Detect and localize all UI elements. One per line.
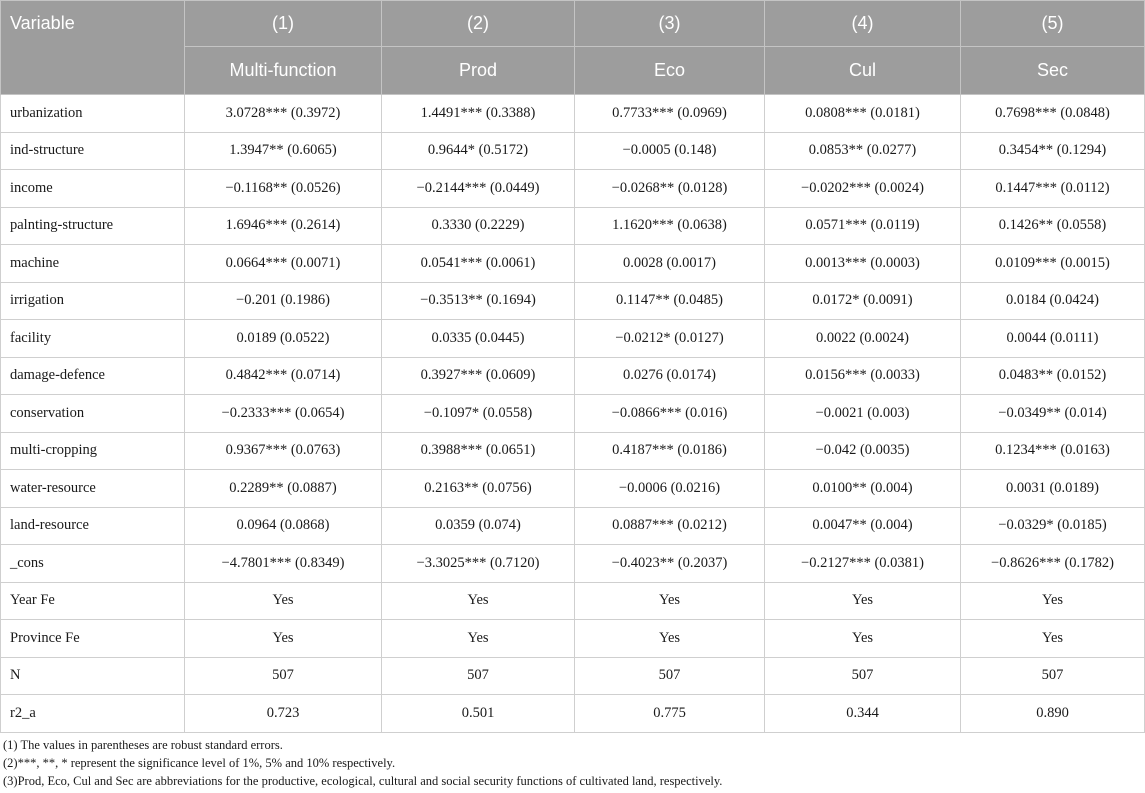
table-cell: 0.4187*** (0.0186) (575, 432, 765, 470)
table-cell: 0.0964 (0.0868) (185, 507, 382, 545)
header-depvar-1: Multi-function (185, 47, 382, 95)
table-cell: 0.2163** (0.0756) (382, 470, 575, 508)
table-cell: −0.2144*** (0.0449) (382, 170, 575, 208)
table-cell: −0.1168** (0.0526) (185, 170, 382, 208)
table-cell: 0.0335 (0.0445) (382, 320, 575, 358)
row-label: multi-cropping (1, 432, 185, 470)
table-cell: 507 (382, 657, 575, 695)
table-cell: −0.0866*** (0.016) (575, 395, 765, 433)
table-cell: −0.0329* (0.0185) (961, 507, 1145, 545)
table-cell: −0.8626*** (0.1782) (961, 545, 1145, 583)
table-cell: −4.7801*** (0.8349) (185, 545, 382, 583)
header-row-model-numbers (1, 1, 1145, 47)
table-cell: 0.9644* (0.5172) (382, 132, 575, 170)
table-header (1, 1, 1145, 95)
table-cell: 0.0276 (0.0174) (575, 357, 765, 395)
table-row (1, 695, 1145, 733)
table-cell: 0.0156*** (0.0033) (765, 357, 961, 395)
table-row (1, 95, 1145, 133)
table-cell: −0.3513** (0.1694) (382, 282, 575, 320)
table-row (1, 432, 1145, 470)
table-cell: Yes (185, 620, 382, 658)
table-row (1, 545, 1145, 583)
table-cell: −0.2333*** (0.0654) (185, 395, 382, 433)
table-cell: 0.3330 (0.2229) (382, 207, 575, 245)
table-cell: 0.0028 (0.0017) (575, 245, 765, 283)
header-depvar-3: Eco (575, 47, 765, 95)
header-model-1: (1) (185, 1, 382, 47)
table-cell: 0.723 (185, 695, 382, 733)
table-row (1, 582, 1145, 620)
header-model-4: (4) (765, 1, 961, 47)
row-label: irrigation (1, 282, 185, 320)
table-cell: 1.3947** (0.6065) (185, 132, 382, 170)
note-2: (2)***, **, * represent the significance level of 1%, 5% and 10% respectively. (3, 756, 396, 770)
table-cell: 0.0664*** (0.0071) (185, 245, 382, 283)
table-cell: 0.1147** (0.0485) (575, 282, 765, 320)
table-cell: 3.0728*** (0.3972) (185, 95, 382, 133)
table-cell: −0.0212* (0.0127) (575, 320, 765, 358)
table-body (1, 95, 1145, 733)
note-1: (1) The values in parentheses are robust standard errors. (3, 738, 283, 752)
header-model-3: (3) (575, 1, 765, 47)
table-cell: 0.0853** (0.0277) (765, 132, 961, 170)
table-cell: Yes (575, 620, 765, 658)
table-cell: −0.0349** (0.014) (961, 395, 1145, 433)
table-cell: Yes (961, 620, 1145, 658)
table-cell: 507 (575, 657, 765, 695)
table-cell: 0.0887*** (0.0212) (575, 507, 765, 545)
table-cell: 0.1234*** (0.0163) (961, 432, 1145, 470)
table-cell: 0.1426** (0.0558) (961, 207, 1145, 245)
table-cell: Yes (382, 620, 575, 658)
row-label: facility (1, 320, 185, 358)
row-label: Province Fe (1, 620, 185, 658)
header-variable: Variable (1, 1, 185, 95)
row-label: damage-defence (1, 357, 185, 395)
table-cell: 0.0359 (0.074) (382, 507, 575, 545)
table-cell: 0.1447*** (0.0112) (961, 170, 1145, 208)
table-row (1, 170, 1145, 208)
table-cell: −3.3025*** (0.7120) (382, 545, 575, 583)
table-cell: 1.1620*** (0.0638) (575, 207, 765, 245)
header-depvar-4: Cul (765, 47, 961, 95)
table-cell: −0.0005 (0.148) (575, 132, 765, 170)
row-label: water-resource (1, 470, 185, 508)
table-cell: 0.0808*** (0.0181) (765, 95, 961, 133)
table-cell: 0.0541*** (0.0061) (382, 245, 575, 283)
table-cell: 507 (961, 657, 1145, 695)
table-cell: 0.0172* (0.0091) (765, 282, 961, 320)
table-notes (3, 736, 722, 790)
table-cell: 0.4842*** (0.0714) (185, 357, 382, 395)
table-row (1, 132, 1145, 170)
table-cell: 507 (185, 657, 382, 695)
table-cell: 0.344 (765, 695, 961, 733)
table-cell: −0.4023** (0.2037) (575, 545, 765, 583)
table-cell: 0.0571*** (0.0119) (765, 207, 961, 245)
row-label: N (1, 657, 185, 695)
table-cell: −0.0268** (0.0128) (575, 170, 765, 208)
table-row (1, 320, 1145, 358)
table-cell: 0.0189 (0.0522) (185, 320, 382, 358)
table-cell: 0.7698*** (0.0848) (961, 95, 1145, 133)
header-model-5: (5) (961, 1, 1145, 47)
table-row (1, 657, 1145, 695)
table-cell: 0.0044 (0.0111) (961, 320, 1145, 358)
table-cell: 1.4491*** (0.3388) (382, 95, 575, 133)
table-row (1, 357, 1145, 395)
table-cell: −0.0021 (0.003) (765, 395, 961, 433)
header-depvar-5: Sec (961, 47, 1145, 95)
table-cell: Yes (575, 582, 765, 620)
table-cell: 0.3927*** (0.0609) (382, 357, 575, 395)
row-label: machine (1, 245, 185, 283)
table-cell: Yes (185, 582, 382, 620)
table-cell: 0.775 (575, 695, 765, 733)
table-cell: 0.0483** (0.0152) (961, 357, 1145, 395)
row-label: ind-structure (1, 132, 185, 170)
row-label: urbanization (1, 95, 185, 133)
row-label: land-resource (1, 507, 185, 545)
table-cell: Yes (765, 620, 961, 658)
table-row (1, 282, 1145, 320)
row-label: r2_a (1, 695, 185, 733)
table-cell: 0.9367*** (0.0763) (185, 432, 382, 470)
table-cell: −0.042 (0.0035) (765, 432, 961, 470)
row-label: Year Fe (1, 582, 185, 620)
table-cell: 0.0047** (0.004) (765, 507, 961, 545)
table-cell: 0.3988*** (0.0651) (382, 432, 575, 470)
table-row (1, 470, 1145, 508)
table-cell: −0.201 (0.1986) (185, 282, 382, 320)
row-label: _cons (1, 545, 185, 583)
note-3: (3)Prod, Eco, Cul and Sec are abbreviations for the productive, ecological, cultural and social security functions of cultivated land, respectively. (3, 774, 723, 788)
table-cell: 0.890 (961, 695, 1145, 733)
table-cell: −0.0006 (0.0216) (575, 470, 765, 508)
table-cell: −0.1097* (0.0558) (382, 395, 575, 433)
table-cell: 0.0109*** (0.0015) (961, 245, 1145, 283)
row-label: conservation (1, 395, 185, 433)
header-depvar-2: Prod (382, 47, 575, 95)
table-cell: Yes (765, 582, 961, 620)
table-cell: 0.0022 (0.0024) (765, 320, 961, 358)
table-cell: 0.0013*** (0.0003) (765, 245, 961, 283)
row-label: palnting-structure (1, 207, 185, 245)
table-cell: 1.6946*** (0.2614) (185, 207, 382, 245)
table-cell: 507 (765, 657, 961, 695)
header-model-2: (2) (382, 1, 575, 47)
table-cell: 0.3454** (0.1294) (961, 132, 1145, 170)
table-cell: 0.2289** (0.0887) (185, 470, 382, 508)
row-label: income (1, 170, 185, 208)
table-row (1, 245, 1145, 283)
table-row (1, 620, 1145, 658)
table-cell: 0.0031 (0.0189) (961, 470, 1145, 508)
table-cell: 0.0100** (0.004) (765, 470, 961, 508)
table-cell: Yes (961, 582, 1145, 620)
table-cell: 0.7733*** (0.0969) (575, 95, 765, 133)
table-row (1, 207, 1145, 245)
table-cell: 0.0184 (0.0424) (961, 282, 1145, 320)
table-cell: −0.0202*** (0.0024) (765, 170, 961, 208)
table-cell: −0.2127*** (0.0381) (765, 545, 961, 583)
table-cell: Yes (382, 582, 575, 620)
table-cell: 0.501 (382, 695, 575, 733)
table-row (1, 507, 1145, 545)
table-row (1, 395, 1145, 433)
